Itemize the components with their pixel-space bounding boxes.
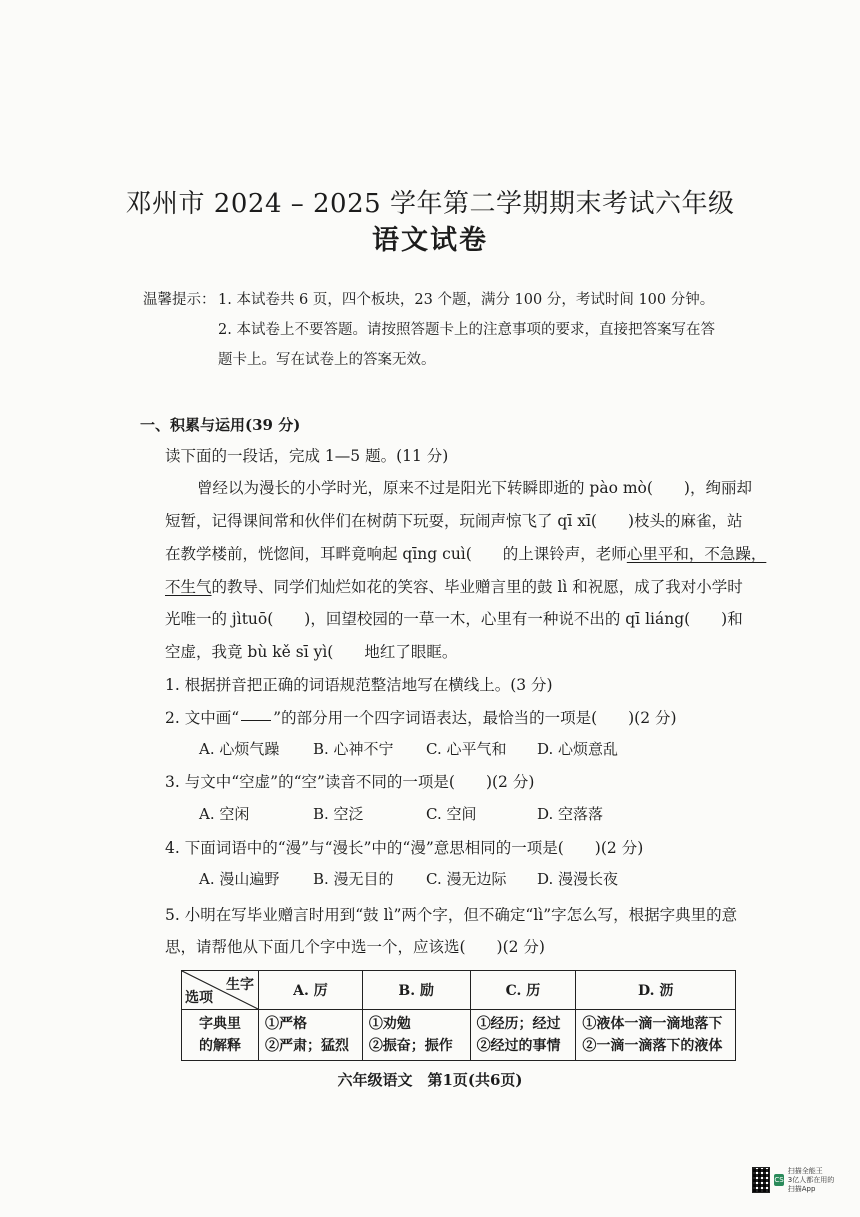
question-5-line-2: 思，请帮他从下面几个字中选一个，应该选( )(2 分) [165, 938, 545, 956]
question-2 [165, 706, 677, 728]
cell-c-meaning-2: ②经过的事情 [476, 1038, 561, 1054]
question-4: 4. 下面词语中的“漫”与“漫长”中的“漫”意思相同的一项是( )(2 分) [165, 839, 644, 857]
watermark-text [788, 1167, 838, 1194]
col-header-a: A. 厉 [259, 971, 363, 1010]
question-1: 1. 根据拼音把正确的词语规范整洁地写在横线上。(3 分) [165, 676, 553, 694]
corner-label-bottom: 选项 [185, 990, 213, 1006]
corner-label-top: 生字 [226, 977, 254, 993]
table-row [182, 1010, 736, 1061]
cs-badge-icon: CS [774, 1176, 784, 1184]
q3-option-a: A. 空闲 [199, 805, 250, 823]
passage-line-5: 光唯一的 jìtuō( )，回望校园的一草一木，心里有一种说不出的 qī liáng( )和 [165, 610, 743, 628]
cell-c-meaning-1: ①经历；经过 [476, 1016, 561, 1032]
question-5-line-1: 5. 小明在写毕业赠言时用到“鼓 lì”两个字，但不确定“lì”字怎么写，根据字典里的意 [165, 906, 738, 924]
corner-diagonal [182, 971, 258, 1009]
dictionary-table [181, 970, 736, 1061]
cell-b [362, 1010, 470, 1061]
q2-option-c: C. 心平气和 [426, 740, 507, 758]
question-2-prefix: 2. 文中画“ [165, 709, 240, 727]
exam-subtitle: 语文试卷 [372, 225, 488, 256]
cell-d [576, 1010, 736, 1061]
cell-d-meaning-2: ②一滴一滴落下的液体 [582, 1038, 723, 1054]
section-heading: 一、积累与运用(39 分) [140, 416, 301, 434]
q3-option-b: B. 空泛 [313, 805, 364, 823]
q3-option-d: D. 空落落 [537, 805, 604, 823]
q2-option-a: A. 心烦气躁 [199, 740, 280, 758]
q2-option-d: D. 心烦意乱 [537, 740, 619, 758]
question-2-suffix: ”的部分用一个四字词语表达，最恰当的一项是( )(2 分) [273, 709, 677, 727]
col-header-b: B. 励 [362, 971, 470, 1010]
row-label-1: 字典里 [199, 1016, 241, 1032]
q3-option-c: C. 空间 [426, 805, 477, 823]
question-3: 3. 与文中“空虚”的“空”读音不同的一项是( )(2 分) [165, 773, 535, 791]
row-label-2: 的解释 [199, 1038, 241, 1054]
cell-a-meaning-1: ①严格 [265, 1016, 307, 1032]
notice-label: 温馨提示： [143, 292, 216, 308]
page-footer: 六年级语文 第1页(共6页) [337, 1071, 523, 1089]
passage-line-3-text: 在教学楼前，恍惚间，耳畔竟响起 qīng cuì( 的上课铃声，老师 [165, 545, 627, 563]
q2-option-b: B. 心神不宁 [313, 740, 394, 758]
passage-line-6: 空虚，我竟 bù kě sī yì( 地红了眼眶。 [165, 643, 458, 661]
q4-option-b: B. 漫无目的 [313, 870, 394, 888]
passage-line-3 [165, 542, 766, 564]
underlined-phrase-part-2: 不生气 [165, 578, 212, 596]
underlined-phrase-part-1: 心里平和，不急躁， [626, 545, 767, 563]
cell-a [259, 1010, 363, 1061]
passage-line-4 [165, 575, 743, 597]
watermark-name: 扫描全能王 [787, 1166, 823, 1175]
notice-line-2: 2. 本试卷上不要答题。请按照答题卡上的注意事项的要求，直接把答案写在答 [218, 322, 715, 338]
notice-line-3: 题卡上。写在试卷上的答案无效。 [218, 352, 436, 368]
scanner-watermark [752, 1166, 838, 1194]
table-header-row [182, 971, 736, 1010]
col-header-d: D. 沥 [576, 971, 736, 1010]
cell-a-meaning-2: ②严肃；猛烈 [265, 1038, 349, 1054]
q4-option-d: D. 漫漫长夜 [537, 870, 619, 888]
watermark-tagline: 3亿人都在用的扫描App [787, 1175, 835, 1193]
cell-d-meaning-1: ①液体一滴一滴地落下 [582, 1016, 723, 1032]
col-header-c: C. 历 [470, 971, 576, 1010]
section-intro: 读下面的一段话，完成 1—5 题。(11 分) [165, 447, 449, 465]
q4-option-c: C. 漫无边际 [426, 870, 507, 888]
cell-b-meaning-2: ②振奋；振作 [368, 1038, 453, 1054]
q4-option-a: A. 漫山遍野 [199, 870, 280, 888]
cell-c [470, 1010, 576, 1061]
passage-line-2: 短暂，记得课间常和伙伴们在树荫下玩耍，玩闹声惊飞了 qī xī( )枝头的麻雀，站 [165, 512, 743, 530]
qr-code-icon [752, 1167, 770, 1193]
passage-line-4-text: 的教导、同学们灿烂如花的笑容、毕业赠言里的鼓 lì 和祝愿，成了我对小学时 [211, 578, 743, 596]
exam-title: 邓州市 2024 – 2025 学年第二学期期末考试六年级 [125, 189, 735, 219]
table-corner-cell [182, 971, 259, 1010]
notice-line-1: 1. 本试卷共 6 页，四个板块，23 个题，满分 100 分，考试时间 100 分钟。 [218, 292, 715, 308]
passage-line-1: 曾经以为漫长的小学时光，原来不过是阳光下转瞬即逝的 pào mò( )，绚丽却 [197, 479, 752, 497]
cell-b-meaning-1: ①劝勉 [368, 1016, 411, 1032]
underline-sample [241, 708, 271, 721]
row-label-cell [182, 1010, 259, 1061]
